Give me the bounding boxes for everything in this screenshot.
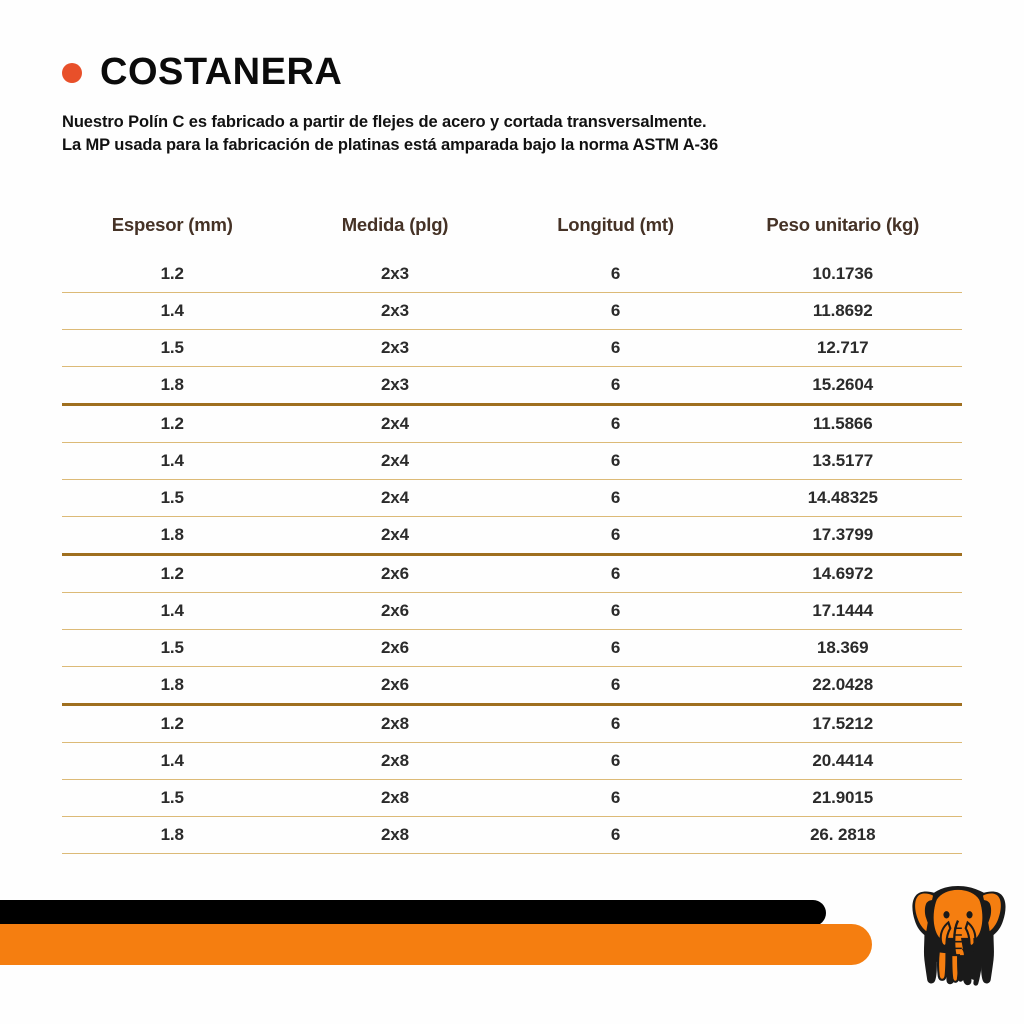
cell-medida: 2x6 <box>283 667 508 705</box>
cell-peso: 10.1736 <box>724 256 963 293</box>
cell-longitud: 6 <box>508 780 724 817</box>
table-row <box>62 256 962 293</box>
cell-espesor: 1.2 <box>62 705 283 743</box>
cell-longitud: 6 <box>508 293 724 330</box>
cell-peso: 14.48325 <box>724 480 963 517</box>
title-row <box>62 48 972 96</box>
cell-peso: 11.5866 <box>724 405 963 443</box>
cell-espesor: 1.8 <box>62 667 283 705</box>
cell-medida: 2x4 <box>283 517 508 555</box>
table-row <box>62 705 962 743</box>
cell-peso: 20.4414 <box>724 743 963 780</box>
cell-medida: 2x8 <box>283 705 508 743</box>
cell-medida: 2x4 <box>283 480 508 517</box>
cell-medida: 2x6 <box>283 593 508 630</box>
cell-espesor: 1.2 <box>62 405 283 443</box>
cell-espesor: 1.2 <box>62 256 283 293</box>
subtitle-line-1: Nuestro Polín C es fabricado a partir de flejes de acero y cortada transversalmente. <box>62 113 707 131</box>
elephant-logo-icon <box>910 882 1006 986</box>
footer-graphic <box>0 898 1024 1024</box>
cell-medida: 2x3 <box>283 330 508 367</box>
cell-peso: 17.5212 <box>724 705 963 743</box>
subtitle-line-2: La MP usada para la fabricación de platinas está amparada bajo la norma ASTM A-36 <box>62 136 719 155</box>
cell-longitud: 6 <box>508 405 724 443</box>
table-header-row <box>62 214 962 256</box>
table-row <box>62 667 962 705</box>
cell-longitud: 6 <box>508 443 724 480</box>
cell-espesor: 1.5 <box>62 630 283 667</box>
column-header-peso: Peso unitario (kg) <box>766 214 920 235</box>
cell-peso: 12.717 <box>724 330 963 367</box>
cell-peso: 14.6972 <box>724 555 963 593</box>
cell-peso: 11.8692 <box>724 293 963 330</box>
cell-medida: 2x3 <box>283 293 508 330</box>
table-row <box>62 743 962 780</box>
table-head <box>62 214 962 256</box>
subtitle <box>62 111 972 158</box>
footer-black-bar <box>0 900 826 926</box>
cell-medida: 2x4 <box>283 443 508 480</box>
cell-medida: 2x8 <box>283 817 508 854</box>
cell-espesor: 1.4 <box>62 743 283 780</box>
table-row <box>62 367 962 405</box>
bullet-dot-icon <box>62 63 82 83</box>
cell-espesor: 1.4 <box>62 593 283 630</box>
cell-longitud: 6 <box>508 555 724 593</box>
cell-espesor: 1.5 <box>62 780 283 817</box>
cell-longitud: 6 <box>508 517 724 555</box>
cell-medida: 2x8 <box>283 743 508 780</box>
header <box>62 48 972 158</box>
cell-medida: 2x6 <box>283 630 508 667</box>
table-row <box>62 817 962 854</box>
column-header-longitud: Longitud (mt) <box>557 214 674 235</box>
table-row <box>62 780 962 817</box>
table-row <box>62 405 962 443</box>
spec-table-container <box>62 214 962 854</box>
column-header-medida: Medida (plg) <box>341 214 449 235</box>
table-body <box>62 256 962 854</box>
cell-longitud: 6 <box>508 367 724 405</box>
spec-table <box>62 214 962 854</box>
cell-peso: 26. 2818 <box>724 817 963 854</box>
cell-longitud: 6 <box>508 667 724 705</box>
cell-medida: 2x8 <box>283 780 508 817</box>
table-row <box>62 480 962 517</box>
cell-medida: 2x3 <box>283 367 508 405</box>
cell-espesor: 1.5 <box>62 330 283 367</box>
cell-espesor: 1.8 <box>62 367 283 405</box>
cell-peso: 13.5177 <box>724 443 963 480</box>
cell-espesor: 1.4 <box>62 443 283 480</box>
cell-peso: 18.369 <box>724 630 963 667</box>
cell-espesor: 1.8 <box>62 817 283 854</box>
table-row <box>62 555 962 593</box>
cell-peso: 17.1444 <box>724 593 963 630</box>
cell-espesor: 1.5 <box>62 480 283 517</box>
cell-peso: 15.2604 <box>724 367 963 405</box>
table-row <box>62 293 962 330</box>
page-title: COSTANERA <box>100 51 343 93</box>
table-row <box>62 630 962 667</box>
cell-peso: 22.0428 <box>724 667 963 705</box>
cell-longitud: 6 <box>508 480 724 517</box>
cell-longitud: 6 <box>508 330 724 367</box>
table-row <box>62 330 962 367</box>
cell-longitud: 6 <box>508 256 724 293</box>
column-header-espesor: Espesor (mm) <box>111 214 233 235</box>
footer-orange-bar <box>0 924 872 965</box>
cell-espesor: 1.4 <box>62 293 283 330</box>
cell-longitud: 6 <box>508 743 724 780</box>
cell-espesor: 1.2 <box>62 555 283 593</box>
cell-longitud: 6 <box>508 705 724 743</box>
table-row <box>62 443 962 480</box>
cell-peso: 17.3799 <box>724 517 963 555</box>
cell-longitud: 6 <box>508 593 724 630</box>
cell-espesor: 1.8 <box>62 517 283 555</box>
cell-medida: 2x4 <box>283 405 508 443</box>
table-row <box>62 517 962 555</box>
table-row <box>62 593 962 630</box>
cell-medida: 2x3 <box>283 256 508 293</box>
cell-longitud: 6 <box>508 817 724 854</box>
cell-medida: 2x6 <box>283 555 508 593</box>
cell-peso: 21.9015 <box>724 780 963 817</box>
cell-longitud: 6 <box>508 630 724 667</box>
